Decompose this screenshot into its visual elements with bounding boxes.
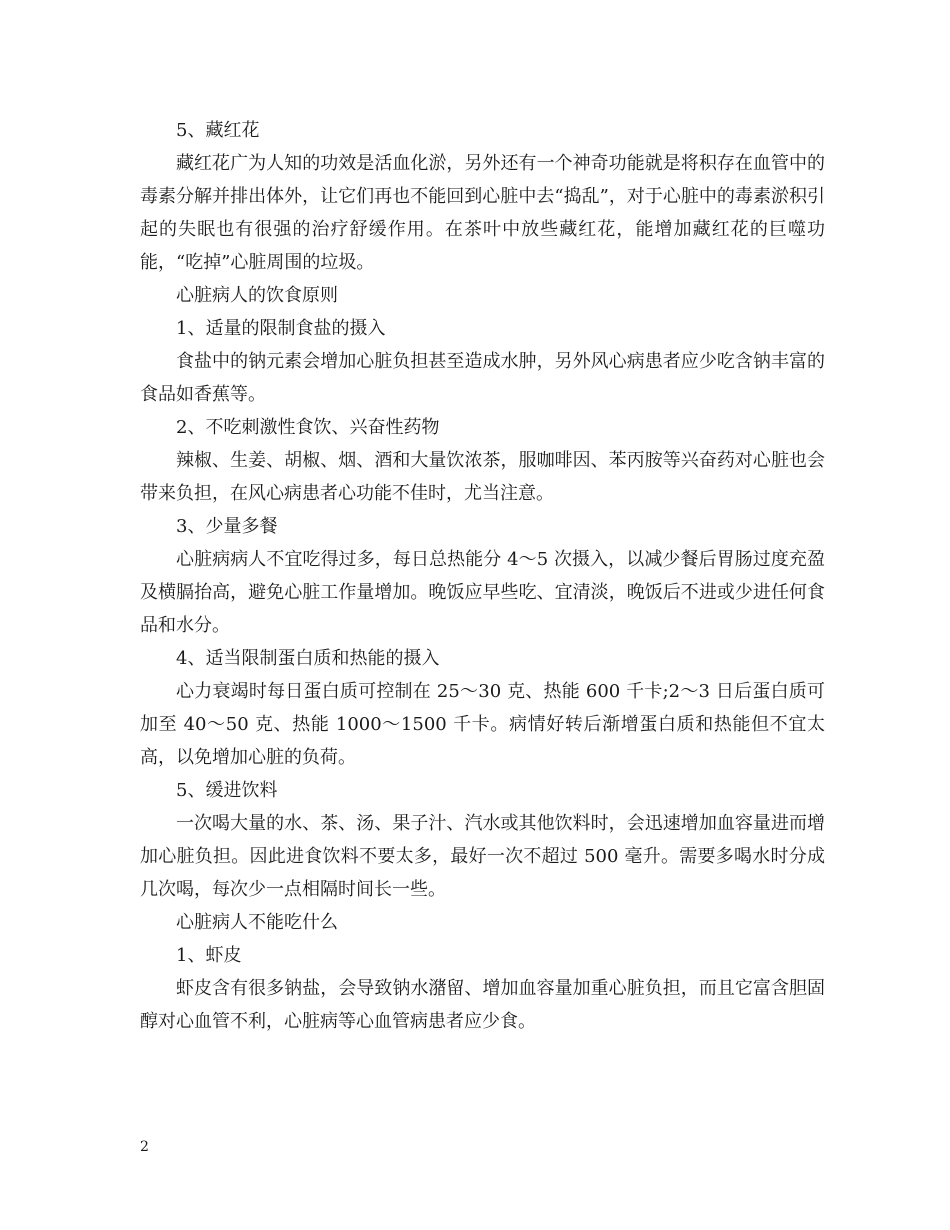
page-number: 2 <box>140 1139 149 1155</box>
heading-small-meals: 3、少量多餐 <box>176 516 278 537</box>
paragraph-dried-shrimp: 虾皮含有很多钠盐，会导致钠水潴留、增加血容量加重心脏负担，而且它富含胆固醇对心血管不利，心脏病等心血管病患者应少食。 <box>140 978 825 1032</box>
section-title-foods-to-avoid: 心脏病人不能吃什么 <box>176 912 338 933</box>
paragraph-limit-salt: 食盐中的钠元素会增加心脏负担甚至造成水肿，另外风心病患者应少吃含钠丰富的食品如香蕉等。 <box>140 351 825 405</box>
heading-limit-salt: 1、适量的限制食盐的摄入 <box>176 318 386 339</box>
section-title-diet-principles: 心脏病人的饮食原则 <box>176 285 338 306</box>
heading-saffron: 5、藏红花 <box>176 120 260 141</box>
paragraph-slow-drinks: 一次喝大量的水、茶、汤、果子汁、汽水或其他饮料时，会迅速增加血容量进而增加心脏负担。因此进食饮料不要太多，最好一次不超过 500 毫升。需要多喝水时分成几次喝，每次少一点相隔时间长一些。 <box>140 813 825 900</box>
heading-slow-drinks: 5、缓进饮料 <box>176 780 278 801</box>
heading-dried-shrimp: 1、虾皮 <box>176 945 242 966</box>
paragraph-limit-protein: 心力衰竭时每日蛋白质可控制在 25～30 克、热能 600 千卡;2～3 日后蛋白质可加至 40～50 克、热能 1000～1500 千卡。病情好转后渐增蛋白质和热能但不宜太高，以免增加心脏的负荷。 <box>140 681 825 768</box>
paragraph-no-stimulants: 辣椒、生姜、胡椒、烟、酒和大量饮浓茶，服咖啡因、苯丙胺等兴奋药对心脏也会带来负担，在风心病患者心功能不佳时，尤当注意。 <box>140 450 825 504</box>
paragraph-small-meals: 心脏病病人不宜吃得过多，每日总热能分 4～5 次摄入，以减少餐后胃肠过度充盈及横膈抬高，避免心脏工作量增加。晚饭应早些吃、宜清淡，晚饭后不进或少进任何食品和水分。 <box>140 549 825 636</box>
page-body <box>140 114 825 1038</box>
heading-no-stimulants: 2、不吃刺激性食饮、兴奋性药物 <box>176 417 440 438</box>
paragraph-saffron: 藏红花广为人知的功效是活血化淤，另外还有一个神奇功能就是将积存在血管中的毒素分解并排出体外，让它们再也不能回到心脏中去“捣乱”，对于心脏中的毒素淤积引起的失眠也有很强的治疗舒缓作用。在茶叶中放些藏红花，能增加藏红花的巨噬功能，“吃掉”心脏周围的垃圾。 <box>140 153 825 273</box>
heading-limit-protein: 4、适当限制蛋白质和热能的摄入 <box>176 648 440 669</box>
